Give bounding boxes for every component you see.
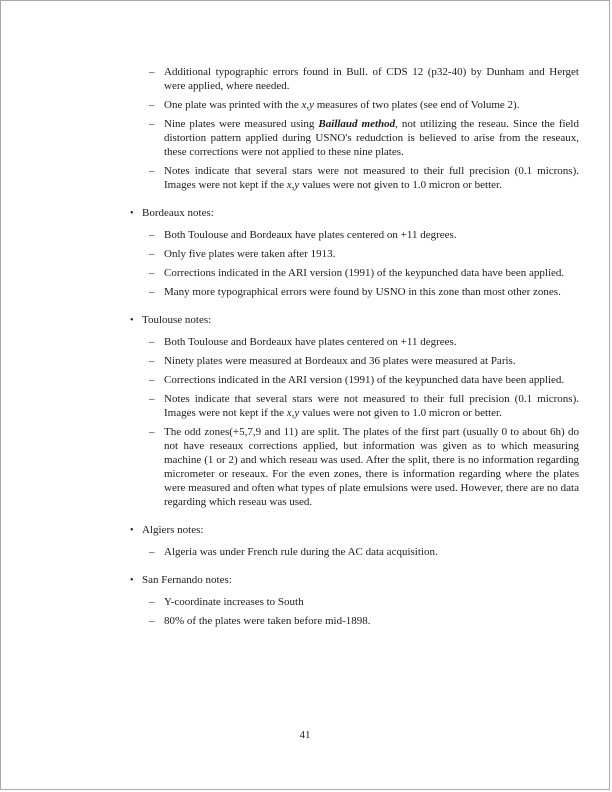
text-segment: Corrections indicated in the ARI version (1991) of the keypunched data have been applied. — [164, 267, 565, 279]
text-segment: x,y — [286, 407, 300, 419]
text-segment: Ninety plates were measured at Bordeaux and 36 plates were measured at Paris. — [164, 355, 516, 367]
bullet-icon: • — [130, 208, 134, 219]
list-item-text — [164, 354, 579, 368]
list-item — [149, 117, 579, 159]
text-segment: x,y — [286, 179, 300, 191]
text-segment: values were not given to 1.0 micron or better. — [299, 179, 502, 191]
text-segment: values were not given to 1.0 micron or better. — [299, 407, 502, 419]
list-item-text — [164, 545, 579, 559]
list-item — [149, 285, 579, 299]
text-segment: Algeria was under French rule during the AC data acquisition. — [164, 546, 438, 558]
dash-icon: – — [149, 99, 155, 111]
list-item-text — [164, 392, 579, 420]
dash-icon: – — [149, 336, 155, 348]
list-item — [149, 354, 579, 368]
list-item-text — [164, 373, 579, 387]
list-item-text — [164, 425, 579, 509]
list-item-text — [164, 164, 579, 192]
section-label: Bordeaux notes: — [142, 207, 214, 219]
text-segment: Additional typographic errors found in Bull. of CDS 12 (p32-40) by Dunham and Herget were applied, where needed. — [164, 66, 579, 92]
text-segment: Nine plates were measured using — [164, 118, 319, 130]
text-segment: , not utilizing the reseau. Since the field distortion pattern applied during USNO's redudction is believed to arise from the reseaux, these corrections were not applied to these nine plates. — [164, 118, 579, 158]
text-segment: Many more typographical errors were found by USNO in this zone than most other zones. — [164, 286, 561, 298]
dash-icon: – — [149, 615, 155, 627]
page-number: 41 — [299, 729, 311, 741]
list-item-text — [164, 117, 579, 159]
text-segment: Y-coordinate increases to South — [164, 596, 304, 608]
dash-icon: – — [149, 229, 155, 241]
section-label: San Fernando notes: — [142, 574, 232, 586]
list-item-text — [164, 228, 579, 242]
list-item — [149, 65, 579, 93]
dash-icon: – — [149, 267, 155, 279]
section-heading-bordeaux — [130, 206, 579, 221]
list-item — [149, 373, 579, 387]
section-heading-toulouse — [130, 313, 579, 328]
list-item — [149, 425, 579, 509]
list-item — [149, 228, 579, 242]
dash-icon: – — [149, 393, 155, 405]
list-item-text — [164, 614, 579, 628]
bullet-icon: • — [130, 525, 134, 536]
list-item — [149, 247, 579, 261]
dash-icon: – — [149, 596, 155, 608]
list-item-text — [164, 247, 579, 261]
list-item — [149, 545, 579, 559]
list-item — [149, 614, 579, 628]
list-item-text — [164, 335, 579, 349]
dash-icon: – — [149, 355, 155, 367]
dash-icon: – — [149, 66, 155, 78]
list-item — [149, 335, 579, 349]
section-heading-san-fernando — [130, 573, 579, 588]
text-segment: One plate was printed with the — [164, 99, 302, 111]
bullet-icon: • — [130, 575, 134, 586]
list-item-text — [164, 98, 579, 112]
section-heading-algiers — [130, 523, 579, 538]
list-item — [149, 98, 579, 112]
text-segment: Notes indicate that several stars were not measured to their full precision (0.1 microns). Images were not kept if the — [164, 165, 579, 191]
text-segment: Corrections indicated in the ARI version (1991) of the keypunched data have been applied. — [164, 374, 565, 386]
dash-icon: – — [149, 165, 155, 177]
text-segment: The odd zones(+5,7,9 and 11) are split. The plates of the first part (usually 0 to about 6h) do not have reseaux corrections applied, but information was given as to which measuring machine (1 or 2) and which reseau was used. After the split, there is no information regarding micrometer or reseaux. For the even zones, there is information regarding where the plates were measured and often what types of plate emulsions were used. However, there are no data regarding which reseau was used. — [164, 426, 579, 508]
dash-icon: – — [149, 374, 155, 386]
text-segment: Only five plates were taken after 1913. — [164, 248, 336, 260]
text-segment: measures of two plates (see end of Volume 2). — [313, 99, 520, 111]
list-item — [149, 164, 579, 192]
section-label: Algiers notes: — [142, 524, 204, 536]
dash-icon: – — [149, 546, 155, 558]
text-segment: Notes indicate that several stars were not measured to their full precision (0.1 microns). Images were not kept if the — [164, 393, 579, 419]
list-item-text — [164, 65, 579, 93]
dash-icon: – — [149, 286, 155, 298]
dash-icon: – — [149, 426, 155, 438]
text-segment: x,y — [301, 99, 314, 111]
bullet-icon: • — [130, 315, 134, 326]
text-segment: Both Toulouse and Bordeaux have plates centered on +11 degrees. — [164, 336, 457, 348]
list-item-text — [164, 285, 579, 299]
text-segment: Baillaud method — [318, 118, 396, 130]
list-item-text — [164, 595, 579, 609]
text-segment: 80% of the plates were taken before mid-1898. — [164, 615, 371, 627]
list-item — [149, 392, 579, 420]
dash-icon: – — [149, 248, 155, 260]
section-label: Toulouse notes: — [142, 314, 212, 326]
list-item — [149, 266, 579, 280]
text-segment: Both Toulouse and Bordeaux have plates centered on +11 degrees. — [164, 229, 457, 241]
list-item — [149, 595, 579, 609]
list-item-text — [164, 266, 579, 280]
content-list — [130, 65, 579, 628]
dash-icon: – — [149, 118, 155, 130]
